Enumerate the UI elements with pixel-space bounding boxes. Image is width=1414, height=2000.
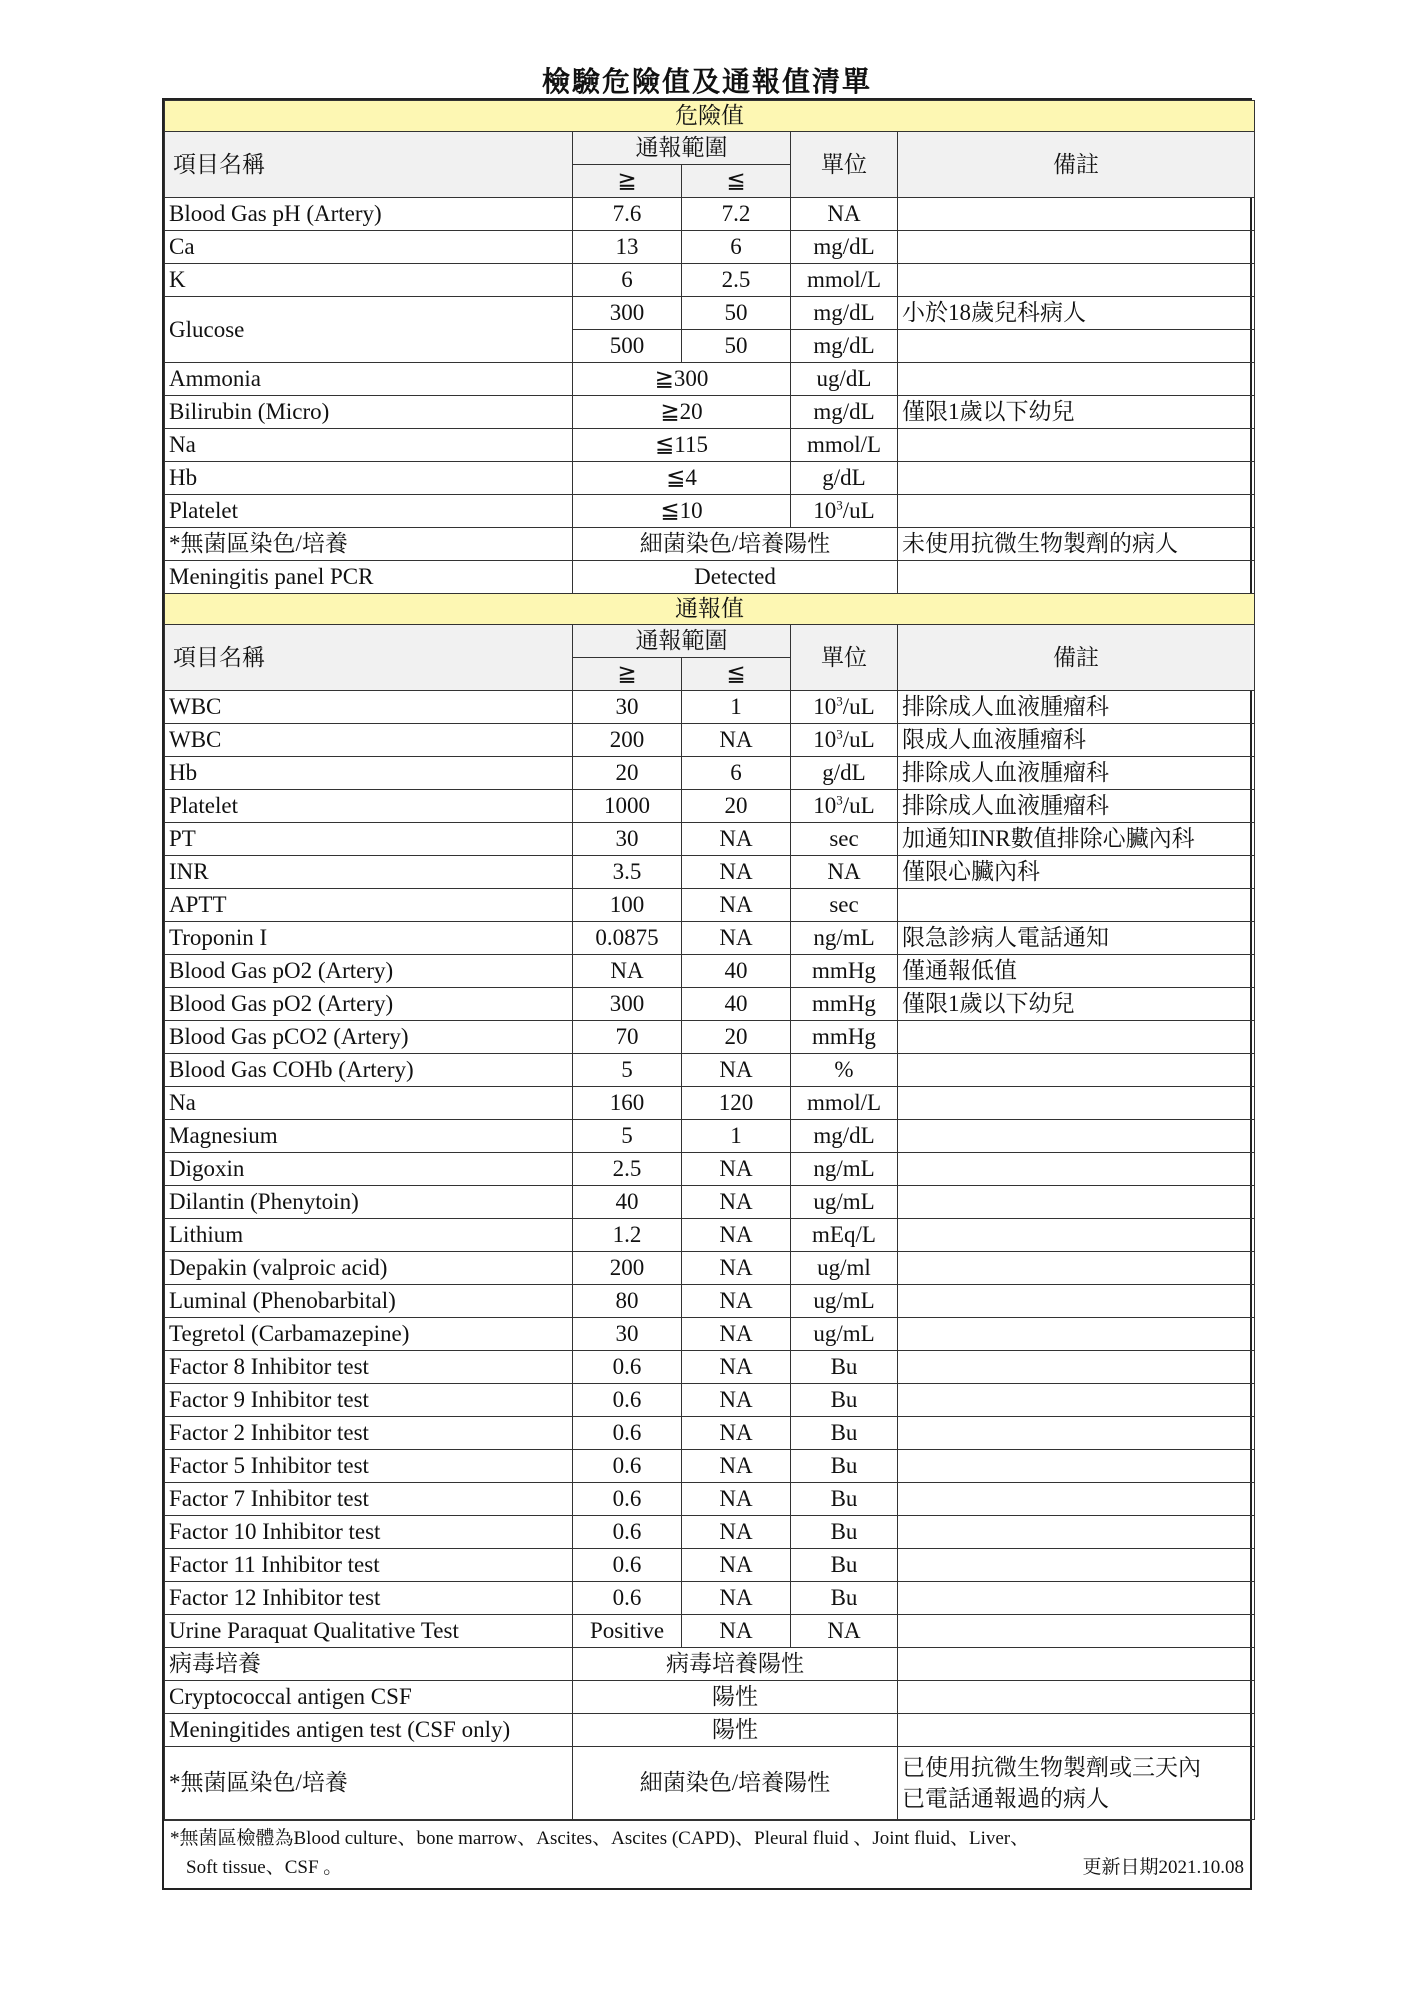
range-le: 1 [682,691,791,724]
unit-cell [791,790,898,823]
item-name: *無菌區染色/培養 [165,528,573,561]
range-ge: 2.5 [573,1153,682,1186]
range-ge: 0.6 [573,1516,682,1549]
header-range: 通報範圍 [573,132,791,165]
unit-cell: Bu [791,1351,898,1384]
range-ge: 40 [573,1186,682,1219]
table-row [165,1351,1255,1384]
range-le: NA [682,724,791,757]
unit-cell: mg/dL [791,396,898,429]
range-ge: 100 [573,889,682,922]
unit-cell: g/dL [791,757,898,790]
item-name: Digoxin [165,1153,573,1186]
item-name: PT [165,823,573,856]
item-name: Magnesium [165,1120,573,1153]
range-ge: 0.6 [573,1483,682,1516]
table-row [165,297,1255,330]
item-name: Ammonia [165,363,573,396]
section-label: 通報值 [165,594,1255,625]
item-name: Luminal (Phenobarbital) [165,1285,573,1318]
remark [898,1021,1255,1054]
remark [898,429,1255,462]
range-le: NA [682,1516,791,1549]
header-ge: ≧ [573,658,682,691]
range-le: NA [682,856,791,889]
range-value: ≧20 [573,396,791,429]
updated-date: 更新日期2021.10.08 [1082,1856,1244,1878]
item-name: Factor 11 Inhibitor test [165,1549,573,1582]
remark: 小於18歲兒科病人 [898,297,1255,330]
item-name: APTT [165,889,573,922]
footnote-line-2: Soft tissue、CSF 。 [186,1856,343,1878]
item-name: Factor 12 Inhibitor test [165,1582,573,1615]
page-title: 檢驗危險值及通報值清單 [541,67,872,98]
item-name: Factor 10 Inhibitor test [165,1516,573,1549]
unit-cell: mEq/L [791,1219,898,1252]
range-le: 120 [682,1087,791,1120]
table-row [165,1417,1255,1450]
remark-line: 已使用抗微生物製劑或三天內 [902,1754,1201,1780]
unit-cell: Bu [791,1384,898,1417]
range-le: NA [682,889,791,922]
item-name: Na [165,429,573,462]
unit-cell: NA [791,198,898,231]
range-ge: 6 [573,264,682,297]
remark: 限急診病人電話通知 [898,922,1255,955]
remark: 加通知INR數值排除心臟內科 [898,823,1255,856]
range-le: 6 [682,231,791,264]
range-le: NA [682,1450,791,1483]
remark [898,1384,1255,1417]
item-name: Troponin I [165,922,573,955]
table-row [165,1747,1255,1820]
unit-cell: Bu [791,1483,898,1516]
remark: 排除成人血液腫瘤科 [898,790,1255,823]
range-ge: NA [573,955,682,988]
remark [898,330,1255,363]
unit-exponent: 3 [836,497,843,513]
table-row [165,1219,1255,1252]
unit-cell: mg/dL [791,231,898,264]
unit-exponent: 3 [836,726,843,742]
header-row [165,132,1255,165]
table-row [165,429,1255,462]
range-value: 陽性 [573,1681,898,1714]
item-name: Factor 8 Inhibitor test [165,1351,573,1384]
unit-cell: Bu [791,1516,898,1549]
value-table [164,100,1255,1820]
unit-cell: Bu [791,1450,898,1483]
table-row [165,198,1255,231]
remark [898,1417,1255,1450]
unit-base: 10 [813,694,837,720]
range-ge: 0.6 [573,1417,682,1450]
unit-cell: ug/mL [791,1285,898,1318]
range-ge: 3.5 [573,856,682,889]
table-row [165,1516,1255,1549]
remark: 僅限1歲以下幼兒 [898,396,1255,429]
remark [898,198,1255,231]
item-name: Blood Gas COHb (Artery) [165,1054,573,1087]
table-row [165,1087,1255,1120]
table-row [165,1120,1255,1153]
header-name: 項目名稱 [165,625,573,691]
unit-cell: mmHg [791,955,898,988]
item-name: Factor 2 Inhibitor test [165,1417,573,1450]
range-ge: 0.6 [573,1582,682,1615]
range-ge: 0.0875 [573,922,682,955]
range-ge: 1.2 [573,1219,682,1252]
unit-cell [791,495,898,528]
item-name: *無菌區染色/培養 [165,1747,573,1820]
item-name: Blood Gas pCO2 (Artery) [165,1021,573,1054]
remark [898,1186,1255,1219]
table-row [165,856,1255,889]
remark: 排除成人血液腫瘤科 [898,691,1255,724]
range-le: NA [682,1351,791,1384]
range-le: NA [682,823,791,856]
unit-cell: mg/dL [791,330,898,363]
header-name: 項目名稱 [165,132,573,198]
range-le: 6 [682,757,791,790]
unit-cell: ug/mL [791,1186,898,1219]
table-row [165,264,1255,297]
range-ge: Positive [573,1615,682,1648]
range-le: 40 [682,955,791,988]
unit-cell: ng/mL [791,922,898,955]
header-le: ≦ [682,658,791,691]
unit-cell: ug/dL [791,363,898,396]
unit-tail: /uL [842,727,875,753]
range-value: ≦10 [573,495,791,528]
footnote [164,1820,1250,1888]
item-name: Factor 7 Inhibitor test [165,1483,573,1516]
range-ge: 80 [573,1285,682,1318]
table-row [165,1549,1255,1582]
remark [898,1318,1255,1351]
unit-cell: mmHg [791,988,898,1021]
range-ge: 30 [573,1318,682,1351]
remark [898,363,1255,396]
remark [898,561,1255,594]
unit-tail: /uL [842,694,875,720]
range-value: ≦4 [573,462,791,495]
remark: 限成人血液腫瘤科 [898,724,1255,757]
range-le: NA [682,1318,791,1351]
remark [898,1054,1255,1087]
table-row [165,922,1255,955]
remark [898,264,1255,297]
remark [898,462,1255,495]
remark [898,889,1255,922]
range-ge: 20 [573,757,682,790]
unit-tail: /uL [842,498,875,524]
range-le: 40 [682,988,791,1021]
range-le: 2.5 [682,264,791,297]
section-row [165,101,1255,132]
item-name: Ca [165,231,573,264]
remark [898,1549,1255,1582]
unit-exponent: 3 [836,693,843,709]
remark [898,1450,1255,1483]
range-value: ≧300 [573,363,791,396]
unit-cell: sec [791,823,898,856]
range-le: NA [682,1417,791,1450]
range-le: NA [682,1219,791,1252]
range-ge: 5 [573,1120,682,1153]
unit-cell: mmHg [791,1021,898,1054]
table-row [165,1252,1255,1285]
table-row [165,396,1255,429]
item-name: Cryptococcal antigen CSF [165,1681,573,1714]
range-le: 50 [682,330,791,363]
unit-cell: NA [791,856,898,889]
unit-cell: NA [791,1615,898,1648]
unit-cell [791,691,898,724]
table-row [165,528,1255,561]
range-ge: 160 [573,1087,682,1120]
table-row [165,1582,1255,1615]
range-le: NA [682,1285,791,1318]
range-le: NA [682,1186,791,1219]
range-ge: 500 [573,330,682,363]
remark [898,1219,1255,1252]
range-le: NA [682,1153,791,1186]
table-row [165,1285,1255,1318]
item-name: K [165,264,573,297]
unit-exponent: 3 [836,792,843,808]
remark: 僅限心臟內科 [898,856,1255,889]
table-row [165,1054,1255,1087]
unit-cell: Bu [791,1582,898,1615]
range-ge: 70 [573,1021,682,1054]
remark [898,1516,1255,1549]
remark [898,1252,1255,1285]
range-ge: 0.6 [573,1549,682,1582]
unit-base: 10 [813,498,837,524]
table-row [165,1714,1255,1747]
range-value: ≦115 [573,429,791,462]
unit-cell: mmol/L [791,264,898,297]
unit-cell: ng/mL [791,1153,898,1186]
remark [898,1681,1255,1714]
range-le: 20 [682,1021,791,1054]
table-row [165,1648,1255,1681]
remark [898,1582,1255,1615]
unit-cell: mg/dL [791,297,898,330]
item-name: Bilirubin (Micro) [165,396,573,429]
range-ge: 5 [573,1054,682,1087]
range-le: NA [682,1252,791,1285]
unit-cell [791,724,898,757]
unit-cell: g/dL [791,462,898,495]
item-name: Meningitides antigen test (CSF only) [165,1714,573,1747]
range-ge: 300 [573,988,682,1021]
table-row [165,231,1255,264]
remark [898,1351,1255,1384]
range-le: 7.2 [682,198,791,231]
remark [898,231,1255,264]
table-row [165,988,1255,1021]
table-row [165,1384,1255,1417]
unit-base: 10 [813,727,837,753]
remark [898,1120,1255,1153]
table-row [165,1681,1255,1714]
remark [898,1483,1255,1516]
range-ge: 200 [573,724,682,757]
remark [898,1285,1255,1318]
item-name: Glucose [165,297,573,363]
range-value: Detected [573,561,898,594]
unit-cell: Bu [791,1417,898,1450]
remark [898,1714,1255,1747]
range-ge: 30 [573,823,682,856]
range-value: 細菌染色/培養陽性 [573,1747,898,1820]
range-ge: 0.6 [573,1384,682,1417]
range-value: 細菌染色/培養陽性 [573,528,898,561]
table-row [165,1483,1255,1516]
unit-cell: % [791,1054,898,1087]
item-name: Lithium [165,1219,573,1252]
item-name: 病毒培養 [165,1648,573,1681]
table-row [165,1021,1255,1054]
range-le: NA [682,922,791,955]
report-sheet [162,98,1252,1890]
remark: 僅限1歲以下幼兒 [898,988,1255,1021]
table-row [165,757,1255,790]
remark: 未使用抗微生物製劑的病人 [898,528,1255,561]
item-name: Platelet [165,790,573,823]
table-row [165,561,1255,594]
range-le: 1 [682,1120,791,1153]
range-le: NA [682,1549,791,1582]
range-ge: 30 [573,691,682,724]
item-name: INR [165,856,573,889]
remark [898,1615,1255,1648]
item-name: WBC [165,691,573,724]
range-ge: 300 [573,297,682,330]
item-name: Na [165,1087,573,1120]
table-row [165,1153,1255,1186]
item-name: Hb [165,462,573,495]
table-row [165,495,1255,528]
item-name: Depakin (valproic acid) [165,1252,573,1285]
header-unit: 單位 [791,625,898,691]
table-row [165,691,1255,724]
remark [898,495,1255,528]
range-ge: 200 [573,1252,682,1285]
item-name: Blood Gas pH (Artery) [165,198,573,231]
remark-line: 已電話通報過的病人 [902,1786,1109,1811]
remark-cell [898,1747,1255,1820]
range-ge: 1000 [573,790,682,823]
range-value: 陽性 [573,1714,898,1747]
item-name: Meningitis panel PCR [165,561,573,594]
header-ge: ≧ [573,165,682,198]
range-le: NA [682,1582,791,1615]
unit-base: 10 [813,793,837,819]
range-ge: 13 [573,231,682,264]
table-row [165,790,1255,823]
header-note: 備註 [898,132,1255,198]
remark: 僅通報低值 [898,955,1255,988]
remark [898,1087,1255,1120]
range-ge: 0.6 [573,1351,682,1384]
remark: 排除成人血液腫瘤科 [898,757,1255,790]
remark [898,1648,1255,1681]
section-label: 危險值 [165,101,1255,132]
item-name: Factor 9 Inhibitor test [165,1384,573,1417]
table-row [165,823,1255,856]
table-row [165,1186,1255,1219]
unit-cell: mmol/L [791,1087,898,1120]
range-le: NA [682,1384,791,1417]
header-note: 備註 [898,625,1255,691]
table-row [165,462,1255,495]
item-name: Tegretol (Carbamazepine) [165,1318,573,1351]
item-name: Dilantin (Phenytoin) [165,1186,573,1219]
unit-cell: mmol/L [791,429,898,462]
header-range: 通報範圍 [573,625,791,658]
item-name: Hb [165,757,573,790]
item-name: Factor 5 Inhibitor test [165,1450,573,1483]
item-name: Platelet [165,495,573,528]
range-le: 20 [682,790,791,823]
table-row [165,724,1255,757]
range-ge: 0.6 [573,1450,682,1483]
table-row [165,955,1255,988]
range-le: 50 [682,297,791,330]
header-row [165,625,1255,658]
table-row [165,1318,1255,1351]
section-row [165,594,1255,625]
table-row [165,363,1255,396]
footnote-line-1: *無菌區檢體為Blood culture、bone marrow、Ascites、Ascites (CAPD)、Pleural fluid 、Joint fluid、Liver、 [170,1828,1030,1849]
table-row [165,1450,1255,1483]
unit-tail: /uL [842,793,875,819]
item-name: Urine Paraquat Qualitative Test [165,1615,573,1648]
table-row [165,1615,1255,1648]
range-le: NA [682,1615,791,1648]
unit-cell: mg/dL [791,1120,898,1153]
item-name: Blood Gas pO2 (Artery) [165,955,573,988]
unit-cell: ug/ml [791,1252,898,1285]
range-value: 病毒培養陽性 [573,1648,898,1681]
range-ge: 7.6 [573,198,682,231]
item-name: Blood Gas pO2 (Artery) [165,988,573,1021]
header-unit: 單位 [791,132,898,198]
header-le: ≦ [682,165,791,198]
item-name: WBC [165,724,573,757]
range-le: NA [682,1054,791,1087]
table-row [165,889,1255,922]
remark [898,1153,1255,1186]
unit-cell: ug/mL [791,1318,898,1351]
unit-cell: sec [791,889,898,922]
unit-cell: Bu [791,1549,898,1582]
range-le: NA [682,1483,791,1516]
